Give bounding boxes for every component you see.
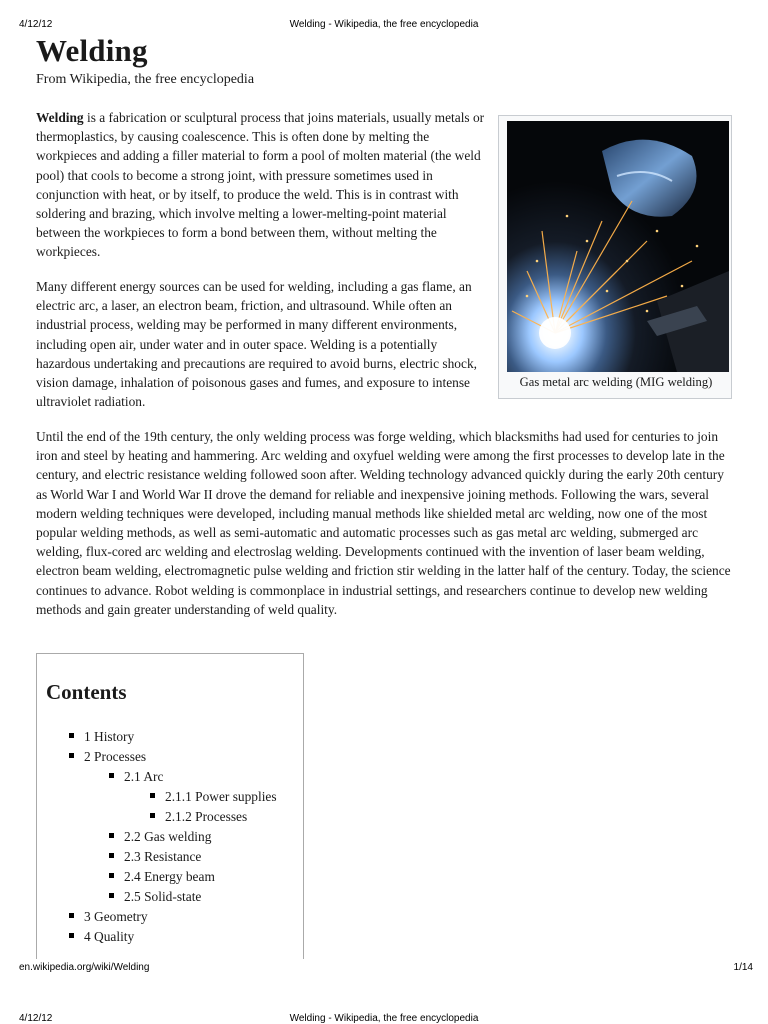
toc-title: Contents <box>46 680 127 704</box>
toc-item-label: 2.4 Energy beam <box>124 869 215 884</box>
bullet <box>109 853 114 858</box>
toc-item-quality[interactable] <box>69 929 134 945</box>
table-of-contents <box>36 653 304 959</box>
toc-item-label: 3 Geometry <box>84 909 148 924</box>
toc-item-power-supplies[interactable] <box>150 789 277 805</box>
toc-item-solid-state[interactable] <box>109 889 201 905</box>
toc-item-label: 2.3 Resistance <box>124 849 202 864</box>
toc-item-label: 2 Processes <box>84 749 147 764</box>
lead-paragraph-text: is a fabrication or sculptural process that joins materials, usually metals or thermoplastics, by causing coalescence. This is often done by melting the workpieces and adding a filler material to form a pool of molten material (the weld pool) that cools to become a strong joint, with pressure sometimes used in conjunction with heat, or by itself, to produce the weld. This is in contrast with soldering and brazing, which involve melting a lower-melting-point material between the workpieces to form a bond between them, without melting the workpieces. <box>36 110 485 260</box>
toc-item-history[interactable] <box>69 729 134 745</box>
bullet <box>69 733 74 738</box>
toc-item-label: 2.2 Gas welding <box>124 829 212 844</box>
page-subtitle: From Wikipedia, the free encyclopedia <box>36 72 255 87</box>
bullet <box>69 933 74 938</box>
toc-item-resistance[interactable] <box>109 849 201 865</box>
paragraph-history: Until the end of the 19th century, the only welding process was forge welding, which blacksmiths had used for centuries to join iron and steel by heating and hammering. Arc welding and oxyfuel welding were among the first processes to develop late in the century, and electric resistance welding followed soon after. Welding technology advanced quickly during the early 20th century as World War I and World War II drove the demand for reliable and inexpensive joining methods. Following the wars, several modern welding techniques were developed, including manual methods like shielded metal arc welding, now one of the most popular welding methods, as well as semi-automatic and automatic processes such as gas metal arc welding, submerged arc welding, flux-cored arc welding and electroslag welding. Developments continued with the invention of laser beam welding, electron beam welding, electromagnetic pulse welding and friction stir welding in the latter half of the century. Today, the science continues to advance. Robot welding is commonplace in industrial settings, and researchers continue to develop new welding methods and gain greater understanding of weld quality. <box>36 429 731 617</box>
toc-item-label: 4 Quality <box>84 929 135 944</box>
next-page-date: 4/12/12 <box>19 1013 53 1024</box>
toc-item-label: 1 History <box>84 729 135 744</box>
bullet <box>109 833 114 838</box>
bullet <box>109 893 114 898</box>
bullet <box>109 773 114 778</box>
paragraph-energy-sources: Many different energy sources can be used for welding, including a gas flame, an electric arc, a laser, an electron beam, friction, and ultrasound. While often an industrial process, welding may be performed in many different environments, including open air, under water and in outer space. Welding is a potentially hazardous undertaking and precautions are required to avoid burns, electric shock, vision damage, inhalation of poisonous gases and fumes, and exposure to intense ultraviolet radiation. <box>36 279 477 410</box>
lead-paragraph <box>36 108 486 262</box>
toc-item-arc-processes[interactable] <box>150 809 247 825</box>
page-number: 1/14 <box>733 962 753 973</box>
toc-item-label: 2.1.2 Processes <box>165 809 248 824</box>
toc-item-geometry[interactable] <box>69 909 148 925</box>
toc-item-processes[interactable] <box>69 749 146 765</box>
print-url[interactable]: en.wikipedia.org/wiki/Welding <box>19 962 150 973</box>
toc-item-arc[interactable] <box>109 769 163 785</box>
bullet <box>109 873 114 878</box>
bullet <box>69 913 74 918</box>
page-title: Welding <box>36 33 148 68</box>
welding-photo[interactable] <box>507 121 729 372</box>
bullet <box>150 813 155 818</box>
toc-item-label: 2.1.1 Power supplies <box>165 789 277 804</box>
next-page-title: Welding - Wikipedia, the free encyclopedia <box>289 1013 479 1024</box>
toc-item-label: 2.5 Solid-state <box>124 889 202 904</box>
print-date: 4/12/12 <box>19 19 53 30</box>
bullet <box>69 753 74 758</box>
figure-caption: Gas metal arc welding (MIG welding) <box>519 375 713 389</box>
toc-item-gas-welding[interactable] <box>109 829 211 845</box>
toc-item-energy-beam[interactable] <box>109 869 215 885</box>
toc-item-label: 2.1 Arc <box>124 769 164 784</box>
bullet <box>150 793 155 798</box>
print-title: Welding - Wikipedia, the free encyclopedia <box>289 19 479 30</box>
lead-bold-term: Welding <box>36 110 84 125</box>
figure-thumbnail <box>498 115 732 399</box>
